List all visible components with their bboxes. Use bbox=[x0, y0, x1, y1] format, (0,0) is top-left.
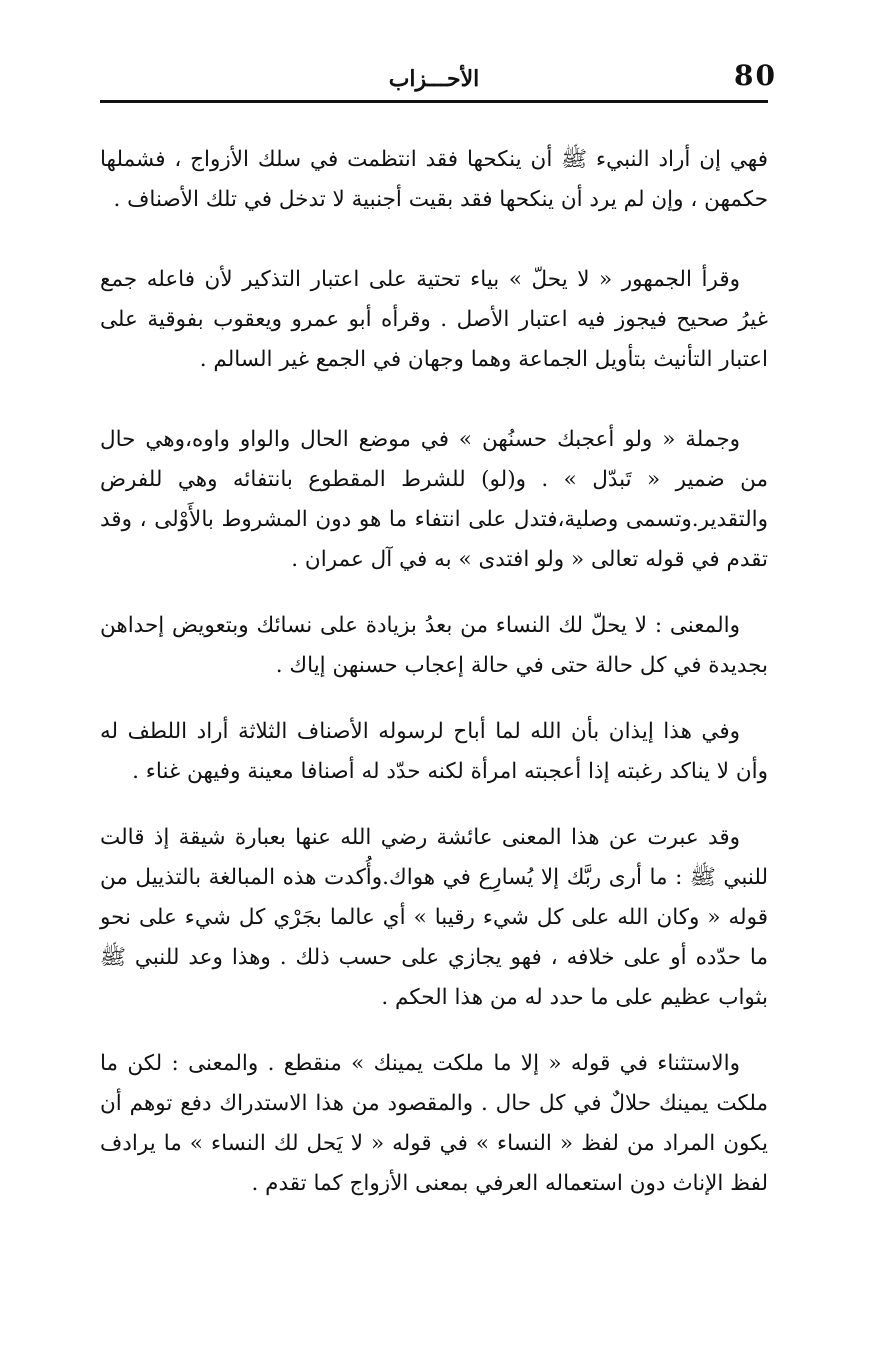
paragraph: وقرأ الجمهور « لا يحلّ » بياء تحتية على اعتبار التذكير لأن فاعله جمع غيرُ صحيح فيجوز فيه اعتبار الأصل . وقرأه أبو عمرو ويعقوب بفوقية على اعتبار التأنيث بتأويل الجماعة وهما وجهان في الجمع غير السالم . bbox=[100, 267, 768, 372]
paragraph-gap bbox=[100, 1018, 768, 1044]
paragraph: والاستثناء في قوله « إلا ما ملكت يمينك » منقطع . والمعنى : لكن ما ملكت يمينك حلالٌ في كل حال . والمقصود من هذا الاستدراك دفع توهم أن يكون المراد من لفظ « النساء » في قوله « لا يَحل لك النساء » ما يرادف لفظ الإناث دون استعماله العرفي بمعنى الأزواج كما تقدم . bbox=[100, 1051, 768, 1196]
header-rule bbox=[100, 100, 768, 103]
body-text bbox=[100, 140, 768, 1204]
paragraph-gap bbox=[100, 686, 768, 712]
paragraph: وقد عبرت عن هذا المعنى عائشة رضي الله عنها بعبارة شيقة إذ قالت للنبي ﷺ : ما أرى ربَّك إلا يُسارِع في هواك.وأُكدت هذه المبالغة بالتذييل من قوله « وكان الله على كل شيء رقيبا » أي عالما بجَرْي كل شيء على نحو ما حدّده أو على خلافه ، فهو يجازي على حسب ذلك . وهذا وعد للنبي ﷺ بثواب عظيم على ما حدد له من هذا الحكم . bbox=[100, 825, 768, 1010]
page-number: 80 bbox=[734, 59, 777, 92]
page-header bbox=[100, 58, 777, 102]
paragraph-gap bbox=[100, 580, 768, 606]
paragraph: وجملة « ولو أعجبك حسنُهن » في موضع الحال والواو واوه،وهي حال من ضمير « تَبدّل » . و(لو) للشرط المقطوع بانتفائه وهي للفرض والتقدير.وتسمى وصلية،فتدل على انتفاء ما هو دون المشروط بالأَوْلى ، وقد تقدم في قوله تعالى « ولو افتدى » به في آل عمران . bbox=[100, 427, 768, 572]
paragraph: فهي إن أراد النبيء ﷺ أن ينكحها فقد انتظمت في سلك الأزواج ، فشملها حكمهن ، وإن لم يرد أن ينكحها فقد بقيت أجنبية لا تدخل في تلك الأصناف . bbox=[100, 147, 768, 212]
paragraph-gap bbox=[100, 792, 768, 818]
paragraph: وفي هذا إيذان بأن الله لما أباح لرسوله الأصناف الثلاثة أراد اللطف له وأن لا يناكد رغبته إذا أعجبته امرأة لكنه حدّد له أصنافا معينة وفيهن غناء . bbox=[100, 719, 768, 784]
running-title: الأحـــزاب bbox=[388, 66, 480, 92]
paragraph-gap bbox=[100, 220, 768, 260]
paragraph-gap bbox=[100, 380, 768, 420]
paragraph: والمعنى : لا يحلّ لك النساء من بعدُ بزيادة على نسائك وبتعويض إحداهن بجديدة في كل حالة حتى في حالة إعجاب حسنهن إياك . bbox=[100, 613, 768, 678]
